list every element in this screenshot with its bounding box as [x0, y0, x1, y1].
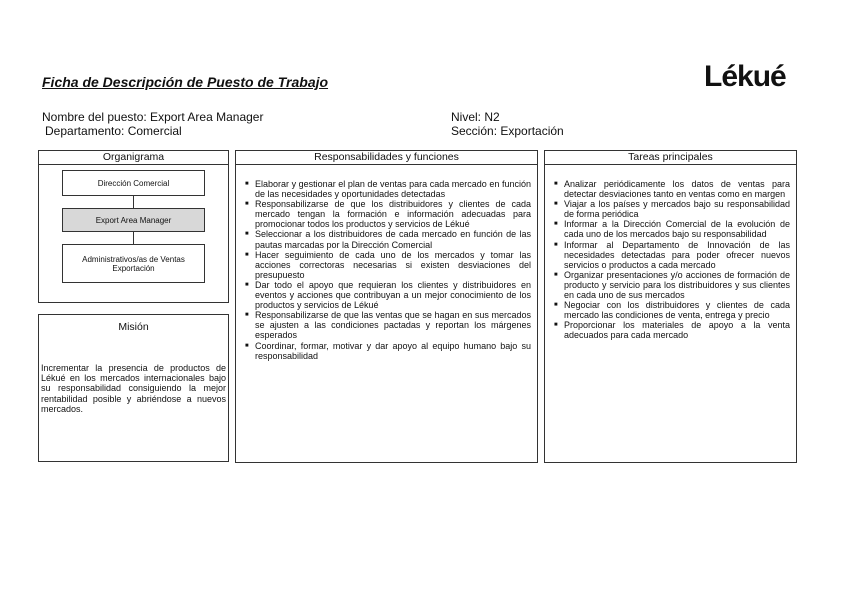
list-item: ■ Informar al Departamento de Innovación de las necesidades detectadas para poder ofrecer nuevos servicios o productos a cada mercado: [564, 240, 790, 270]
list-item: ■ Seleccionar a los distribuidores de cada mercado en función de las pautas marcadas por la Dirección Comercial: [255, 229, 531, 249]
list-item: ■ Responsabilizarse de que las ventas que se hagan en sus mercados se ajusten a las condiciones pactadas y reportan los márgenes esperados: [255, 310, 531, 340]
list-item: ■ Viajar a los países y mercados bajo su responsabilidad de forma periódica: [564, 199, 790, 219]
mision-text: Incrementar la presencia de productos de Lékué en los mercados internacionales bajo su responsabilidad consiguiendo la mejor rentabilidad posible y abriéndose a nuevos mercados.: [41, 363, 226, 414]
mision-panel: [38, 314, 229, 462]
puesto-label: Nombre del puesto: Export Area Manager: [42, 110, 264, 124]
seccion-label: Sección: Exportación: [451, 124, 564, 138]
document-title: Ficha de Descripción de Puesto de Trabajo: [42, 74, 329, 90]
tareas-list: [545, 179, 796, 341]
lekue-logo: Lékué: [704, 60, 786, 93]
organigrama-title: Organigrama: [39, 151, 228, 165]
list-item: ■ Hacer seguimiento de cada uno de los mercados y tomar las acciones correctoras necesarias si existen desviaciones del presupuesto: [255, 250, 531, 280]
responsabilidades-panel: [235, 150, 538, 463]
list-item: ■ Dar todo el apoyo que requieran los clientes y distribuidores en eventos y acciones que contribuyan a un mejor conocimiento de los productos y servicios de Lékué: [255, 280, 531, 310]
list-item: ■ Negociar con los distribuidores y clientes de cada mercado las condiciones de venta, entrega y precio: [564, 300, 790, 320]
list-item: ■ Coordinar, formar, motivar y dar apoyo al equipo humano bajo su responsabilidad: [255, 341, 531, 361]
departamento-label: Departamento: Comercial: [45, 124, 182, 138]
list-item: ■ Responsabilizarse de que los distribuidores y clientes de cada mercado tengan la formación e información adecuadas para promocionar todos los productos y servicios de Lékué: [255, 199, 531, 229]
responsabilidades-list: [236, 179, 537, 361]
tareas-title: Tareas principales: [545, 151, 796, 165]
org-box-export-manager: Export Area Manager: [62, 208, 205, 232]
nivel-label: Nivel: N2: [451, 110, 500, 124]
list-item: ■ Proporcionar los materiales de apoyo a la venta adecuados para cada mercado: [564, 320, 790, 340]
org-connector: [133, 232, 134, 244]
org-connector: [133, 196, 134, 208]
list-item: ■ Informar a la Dirección Comercial de la evolución de cada uno de los mercados bajo su responsabilidad: [564, 219, 790, 239]
list-item: ■ Analizar periódicamente los datos de ventas para detectar desviaciones tanto en ventas como en margen: [564, 179, 790, 199]
tareas-panel: [544, 150, 797, 463]
list-item: ■ Organizar presentaciones y/o acciones de formación de producto y servicio para los distribuidores y sus clientes en cada uno de sus mercados: [564, 270, 790, 300]
org-box-administrativos: Administrativos/as de Ventas Exportación: [62, 244, 205, 283]
list-item: ■ Elaborar y gestionar el plan de ventas para cada mercado en función de las necesidades y oportunidades detectadas: [255, 179, 531, 199]
mision-title: Misión: [118, 321, 149, 333]
responsabilidades-title: Responsabilidades y funciones: [236, 151, 537, 165]
org-box-direccion: Dirección Comercial: [62, 170, 205, 196]
